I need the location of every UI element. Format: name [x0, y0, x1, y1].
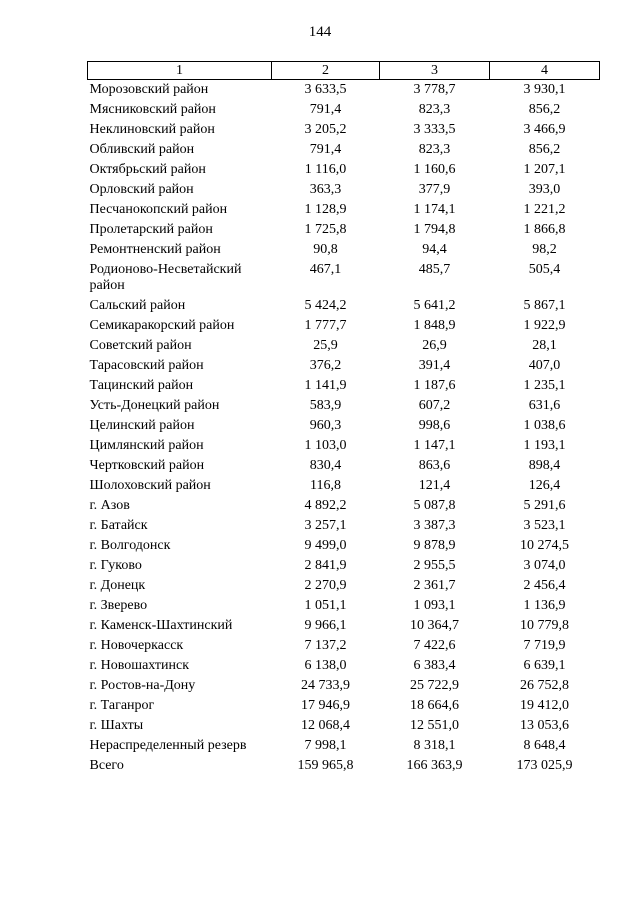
row-label: Родионово-Несветайский район: [89, 262, 242, 293]
row-value-col4: 1 038,6: [523, 418, 566, 433]
table-row: [88, 416, 600, 436]
row-value-col4: 1 136,9: [523, 598, 566, 613]
row-value-col4: 898,4: [528, 458, 561, 473]
row-value-col3: 391,4: [418, 358, 451, 373]
table-row: [88, 160, 600, 180]
table-row: [88, 736, 600, 756]
row-value-col2: 9 966,1: [304, 618, 347, 633]
row-value-col4: 2 456,4: [523, 578, 566, 593]
row-value-col2: 4 892,2: [304, 498, 347, 513]
row-label: г. Батайск: [89, 518, 148, 533]
table-row: [88, 316, 600, 336]
row-value-col3: 6 383,4: [413, 658, 456, 673]
row-value-col3: 7 422,6: [413, 638, 456, 653]
row-value-col2: 25,9: [313, 338, 338, 353]
row-value-col2: 830,4: [309, 458, 342, 473]
row-value-col2: 1 128,9: [304, 202, 347, 217]
row-value-col3: 94,4: [422, 242, 447, 257]
row-value-col4: 631,6: [528, 398, 561, 413]
row-label: г. Волгодонск: [89, 538, 171, 553]
row-value-col2: 9 499,0: [304, 538, 347, 553]
row-value-col4: 10 779,8: [520, 618, 569, 633]
row-label: Морозовский район: [89, 82, 209, 97]
row-value-col2: 1 051,1: [304, 598, 347, 613]
table-row: [88, 476, 600, 496]
row-label: Цимлянский район: [89, 438, 204, 453]
row-label: г. Таганрог: [89, 698, 155, 713]
row-value-col2: 3 257,1: [304, 518, 347, 533]
table-row: [88, 336, 600, 356]
row-value-col2: 960,3: [309, 418, 342, 433]
row-value-col4: 10 274,5: [520, 538, 569, 553]
row-value-col4: 6 639,1: [523, 658, 566, 673]
row-value-col3: 1 794,8: [413, 222, 456, 237]
row-value-col4: 856,2: [528, 142, 561, 157]
row-value-col4: 28,1: [532, 338, 557, 353]
table-row: [88, 456, 600, 476]
row-value-col4: 5 867,1: [523, 298, 566, 313]
row-value-col4: 7 719,9: [523, 638, 566, 653]
row-value-col3: 10 364,7: [410, 618, 459, 633]
row-label: Орловский район: [89, 182, 194, 197]
row-value-col3: 26,9: [422, 338, 447, 353]
table-row: [88, 556, 600, 576]
row-label: г. Зверево: [89, 598, 148, 613]
table-row: [88, 436, 600, 456]
row-value-col3: 12 551,0: [410, 718, 459, 733]
row-label: г. Ростов-на-Дону: [89, 678, 196, 693]
table-row: [88, 656, 600, 676]
row-value-col4: 126,4: [528, 478, 561, 493]
row-value-col3: 2 361,7: [413, 578, 456, 593]
table-row: [88, 180, 600, 200]
table-row: [88, 376, 600, 396]
row-value-col3: 823,3: [418, 142, 451, 157]
table-row: [88, 496, 600, 516]
table-row: [88, 696, 600, 716]
row-value-col2: 5 424,2: [304, 298, 347, 313]
table-row: [88, 260, 600, 296]
column-header-4: 4: [490, 62, 600, 80]
row-value-col3: 998,6: [418, 418, 451, 433]
row-label: Советский район: [89, 338, 192, 353]
row-label: г. Гуково: [89, 558, 142, 573]
column-header-1: 1: [88, 62, 272, 80]
row-value-col3: 863,6: [418, 458, 451, 473]
row-value-col4: 1 221,2: [523, 202, 566, 217]
table-row: [88, 576, 600, 596]
row-label: Усть-Донецкий район: [89, 398, 220, 413]
row-value-col4: 1 207,1: [523, 162, 566, 177]
row-value-col4: 3 523,1: [523, 518, 566, 533]
row-label: Нераспределенный резерв: [89, 738, 247, 753]
row-label: Тарасовский район: [89, 358, 204, 373]
row-value-col3: 1 174,1: [413, 202, 456, 217]
row-value-col2: 791,4: [309, 142, 342, 157]
column-header-3: 3: [380, 62, 490, 80]
table-row: [88, 596, 600, 616]
row-label: Семикаракорский район: [89, 318, 235, 333]
row-value-col3: 3 387,3: [413, 518, 456, 533]
table-row: [88, 140, 600, 160]
row-label: Чертковский район: [89, 458, 205, 473]
row-label: г. Новочеркасск: [89, 638, 184, 653]
row-value-col4: 19 412,0: [520, 698, 569, 713]
row-value-col4: 26 752,8: [520, 678, 569, 693]
row-label: Октябрьский район: [89, 162, 206, 177]
table-row: [88, 100, 600, 120]
table-row: [88, 756, 600, 776]
row-value-col3: 1 187,6: [413, 378, 456, 393]
row-value-col3: 121,4: [418, 478, 451, 493]
row-value-col2: 90,8: [313, 242, 338, 257]
table-row: [88, 676, 600, 696]
table-row: [88, 396, 600, 416]
row-value-col2: 1 725,8: [304, 222, 347, 237]
row-value-col3: 3 778,7: [413, 82, 456, 97]
row-label: г. Новошахтинск: [89, 658, 190, 673]
row-label: г. Донецк: [89, 578, 146, 593]
row-value-col3: 8 318,1: [413, 738, 456, 753]
row-value-col4: 393,0: [528, 182, 561, 197]
row-label: Мясниковский район: [89, 102, 216, 117]
row-value-col2: 3 205,2: [304, 122, 347, 137]
row-value-col3: 9 878,9: [413, 538, 456, 553]
budget-table: [87, 61, 600, 776]
row-value-col2: 159 965,8: [297, 758, 354, 773]
table-row: [88, 516, 600, 536]
row-value-col2: 376,2: [309, 358, 342, 373]
table-row: [88, 240, 600, 260]
row-label: Неклиновский район: [89, 122, 215, 137]
row-value-col2: 1 116,0: [304, 162, 347, 177]
row-value-col2: 1 777,7: [304, 318, 347, 333]
table-row: [88, 120, 600, 140]
row-value-col2: 2 270,9: [304, 578, 347, 593]
row-value-col3: 1 147,1: [413, 438, 456, 453]
row-value-col3: 607,2: [418, 398, 451, 413]
row-value-col2: 1 103,0: [304, 438, 347, 453]
row-value-col2: 7 137,2: [304, 638, 347, 653]
row-value-col3: 25 722,9: [410, 678, 459, 693]
row-value-col3: 5 087,8: [413, 498, 456, 513]
row-value-col3: 1 093,1: [413, 598, 456, 613]
row-value-col2: 583,9: [309, 398, 342, 413]
row-value-col3: 3 333,5: [413, 122, 456, 137]
row-label: Всего: [89, 758, 124, 773]
table-body: [88, 80, 600, 777]
table-row: [88, 716, 600, 736]
row-value-col4: 173 025,9: [516, 758, 573, 773]
row-value-col4: 1 193,1: [523, 438, 566, 453]
row-label: Шолоховский район: [89, 478, 211, 493]
table-header-row: [88, 62, 600, 80]
row-value-col3: 1 160,6: [413, 162, 456, 177]
row-value-col3: 377,9: [418, 182, 451, 197]
row-label: г. Азов: [89, 498, 130, 513]
table-row: [88, 616, 600, 636]
row-value-col2: 467,1: [309, 262, 342, 277]
row-label: Тацинский район: [89, 378, 194, 393]
table-row: [88, 296, 600, 316]
row-value-col4: 13 053,6: [520, 718, 569, 733]
row-value-col2: 12 068,4: [301, 718, 350, 733]
row-value-col3: 823,3: [418, 102, 451, 117]
row-value-col2: 791,4: [309, 102, 342, 117]
table-row: [88, 636, 600, 656]
row-value-col2: 2 841,9: [304, 558, 347, 573]
row-label: Ремонтненский район: [89, 242, 221, 257]
row-label: Целинский район: [89, 418, 195, 433]
row-value-col4: 3 466,9: [523, 122, 566, 137]
table-row: [88, 200, 600, 220]
column-header-2: 2: [272, 62, 380, 80]
row-value-col4: 3 930,1: [523, 82, 566, 97]
row-value-col2: 363,3: [309, 182, 342, 197]
table-row: [88, 356, 600, 376]
row-value-col4: 407,0: [528, 358, 561, 373]
row-label: Песчанокопский район: [89, 202, 228, 217]
row-value-col4: 1 235,1: [523, 378, 566, 393]
row-value-col2: 24 733,9: [301, 678, 350, 693]
row-label: г. Шахты: [89, 718, 144, 733]
table-row: [88, 80, 600, 101]
row-value-col3: 485,7: [418, 262, 451, 277]
row-label: Сальский район: [89, 298, 186, 313]
table-row: [88, 536, 600, 556]
row-value-col3: 1 848,9: [413, 318, 456, 333]
row-value-col3: 5 641,2: [413, 298, 456, 313]
row-value-col4: 8 648,4: [523, 738, 566, 753]
row-label: Обливский район: [89, 142, 195, 157]
row-value-col2: 3 633,5: [304, 82, 347, 97]
table-row: [88, 220, 600, 240]
row-value-col4: 98,2: [532, 242, 557, 257]
page-number: 144: [308, 24, 332, 40]
row-value-col3: 166 363,9: [406, 758, 463, 773]
row-value-col2: 1 141,9: [304, 378, 347, 393]
row-value-col4: 1 922,9: [523, 318, 566, 333]
row-value-col3: 18 664,6: [410, 698, 459, 713]
row-value-col2: 116,8: [310, 478, 341, 493]
row-value-col4: 5 291,6: [523, 498, 566, 513]
row-label: Пролетарский район: [89, 222, 213, 237]
row-value-col3: 2 955,5: [413, 558, 456, 573]
row-value-col2: 17 946,9: [301, 698, 350, 713]
row-value-col2: 6 138,0: [304, 658, 347, 673]
row-value-col4: 505,4: [528, 262, 561, 277]
row-value-col4: 3 074,0: [523, 558, 566, 573]
row-value-col2: 7 998,1: [304, 738, 347, 753]
row-label: г. Каменск-Шахтинский: [89, 618, 233, 633]
row-value-col4: 1 866,8: [523, 222, 566, 237]
row-value-col4: 856,2: [528, 102, 561, 117]
